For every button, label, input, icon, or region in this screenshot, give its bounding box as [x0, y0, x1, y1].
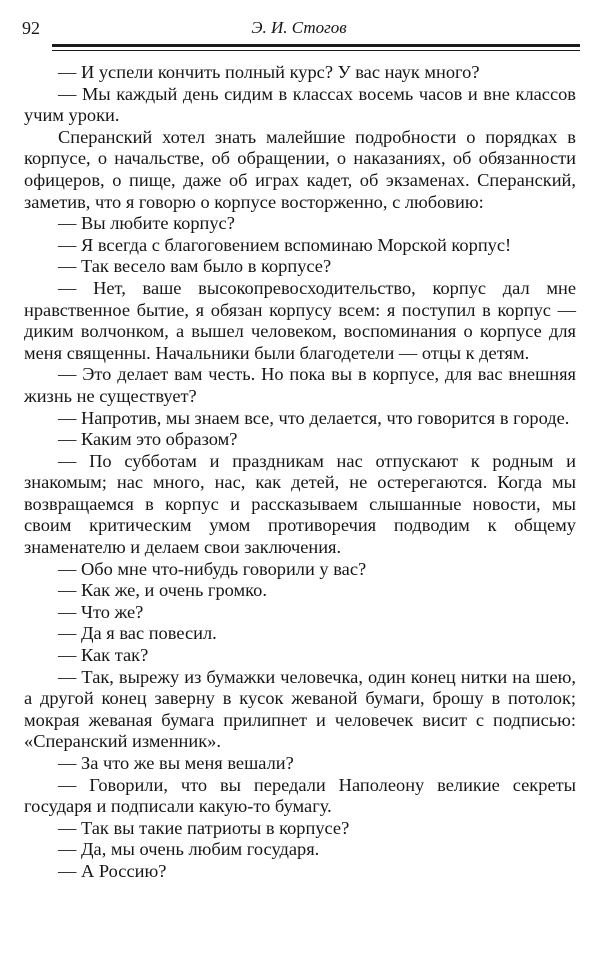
paragraph: — Так весело вам было в корпусе?	[58, 256, 332, 277]
paragraph: Сперанский хотел знать малейшие подробности о порядках в корпусе, о начальстве, об обращении, о наказаниях, об обязанности офицеров, о пище, даже об играх кадет, об экзаменах. Сперанский, заметив, что я говорю о корпусе восторженно, с любовию:	[24, 126, 576, 212]
header-rule-thick	[52, 44, 580, 47]
paragraph: — И успели кончить полный курс? У вас наук много?	[58, 62, 480, 82]
paragraph: — Да я вас повесил.	[58, 623, 217, 644]
paragraph: — А Россию?	[58, 860, 167, 881]
paragraph: — Что же?	[58, 601, 144, 622]
paragraph: — Я всегда с благоговением вспоминаю Морской корпус!	[58, 234, 512, 255]
paragraph: — Да, мы очень любим государя.	[58, 839, 320, 860]
page-header	[20, 16, 578, 42]
paragraph: — Обо мне что-нибудь говорили у вас?	[58, 558, 367, 579]
page-number: 92	[22, 18, 40, 38]
paragraph: — Говорили, что вы передали Наполеону великие секреты государя и подписали какую-то бумагу.	[24, 774, 576, 817]
paragraph: — По субботам и праздникам нас отпускают к родным и знакомым; нас много, нас, как детей, не остерегаются. Когда мы возвращаемся в корпус и рассказываем слышанные новости, мы своим критическим умом противоречия подводим к общему знаменателю и делаем свои заключения.	[24, 450, 576, 558]
paragraph: — Нет, ваше высокопревосходительство, корпус дал мне нравственное бытие, я обязан корпусу всем: я поступил в корпус — диким волчонком, а вышел человеком, воспоминания о корпусе для меня священны. Начальники были благодетели — отцы к детям.	[24, 277, 576, 363]
page-body	[24, 62, 576, 883]
paragraph: — Так, вырежу из бумажки человечка, один конец нитки на шею, а другой конец заверну в кусок жеваной бумаги, брошу в потолок; мокрая жеваная бумага прилипнет и человечек висит с подписью: «Сперанский изменник».	[24, 666, 576, 752]
paragraph: — Каким это образом?	[58, 429, 238, 450]
paragraph: — Вы любите корпус?	[58, 213, 235, 234]
paragraph: — Напротив, мы знаем все, что делается, что говорится в городе.	[58, 407, 570, 428]
paragraph: — Это делает вам честь. Но пока вы в корпусе, для вас внешняя жизнь не существует?	[24, 364, 576, 406]
paragraph: — Как так?	[58, 645, 149, 666]
paragraph: — Как же, и очень громко.	[58, 580, 267, 601]
paragraph: — За что же вы меня вешали?	[58, 753, 294, 773]
paragraph: — Так вы такие патриоты в корпусе?	[58, 817, 350, 838]
running-title: Э. И. Стогов	[251, 18, 347, 37]
header-rule-thin	[52, 50, 580, 51]
paragraph: — Мы каждый день сидим в классах восемь часов и вне классов учим уроки.	[24, 83, 576, 126]
